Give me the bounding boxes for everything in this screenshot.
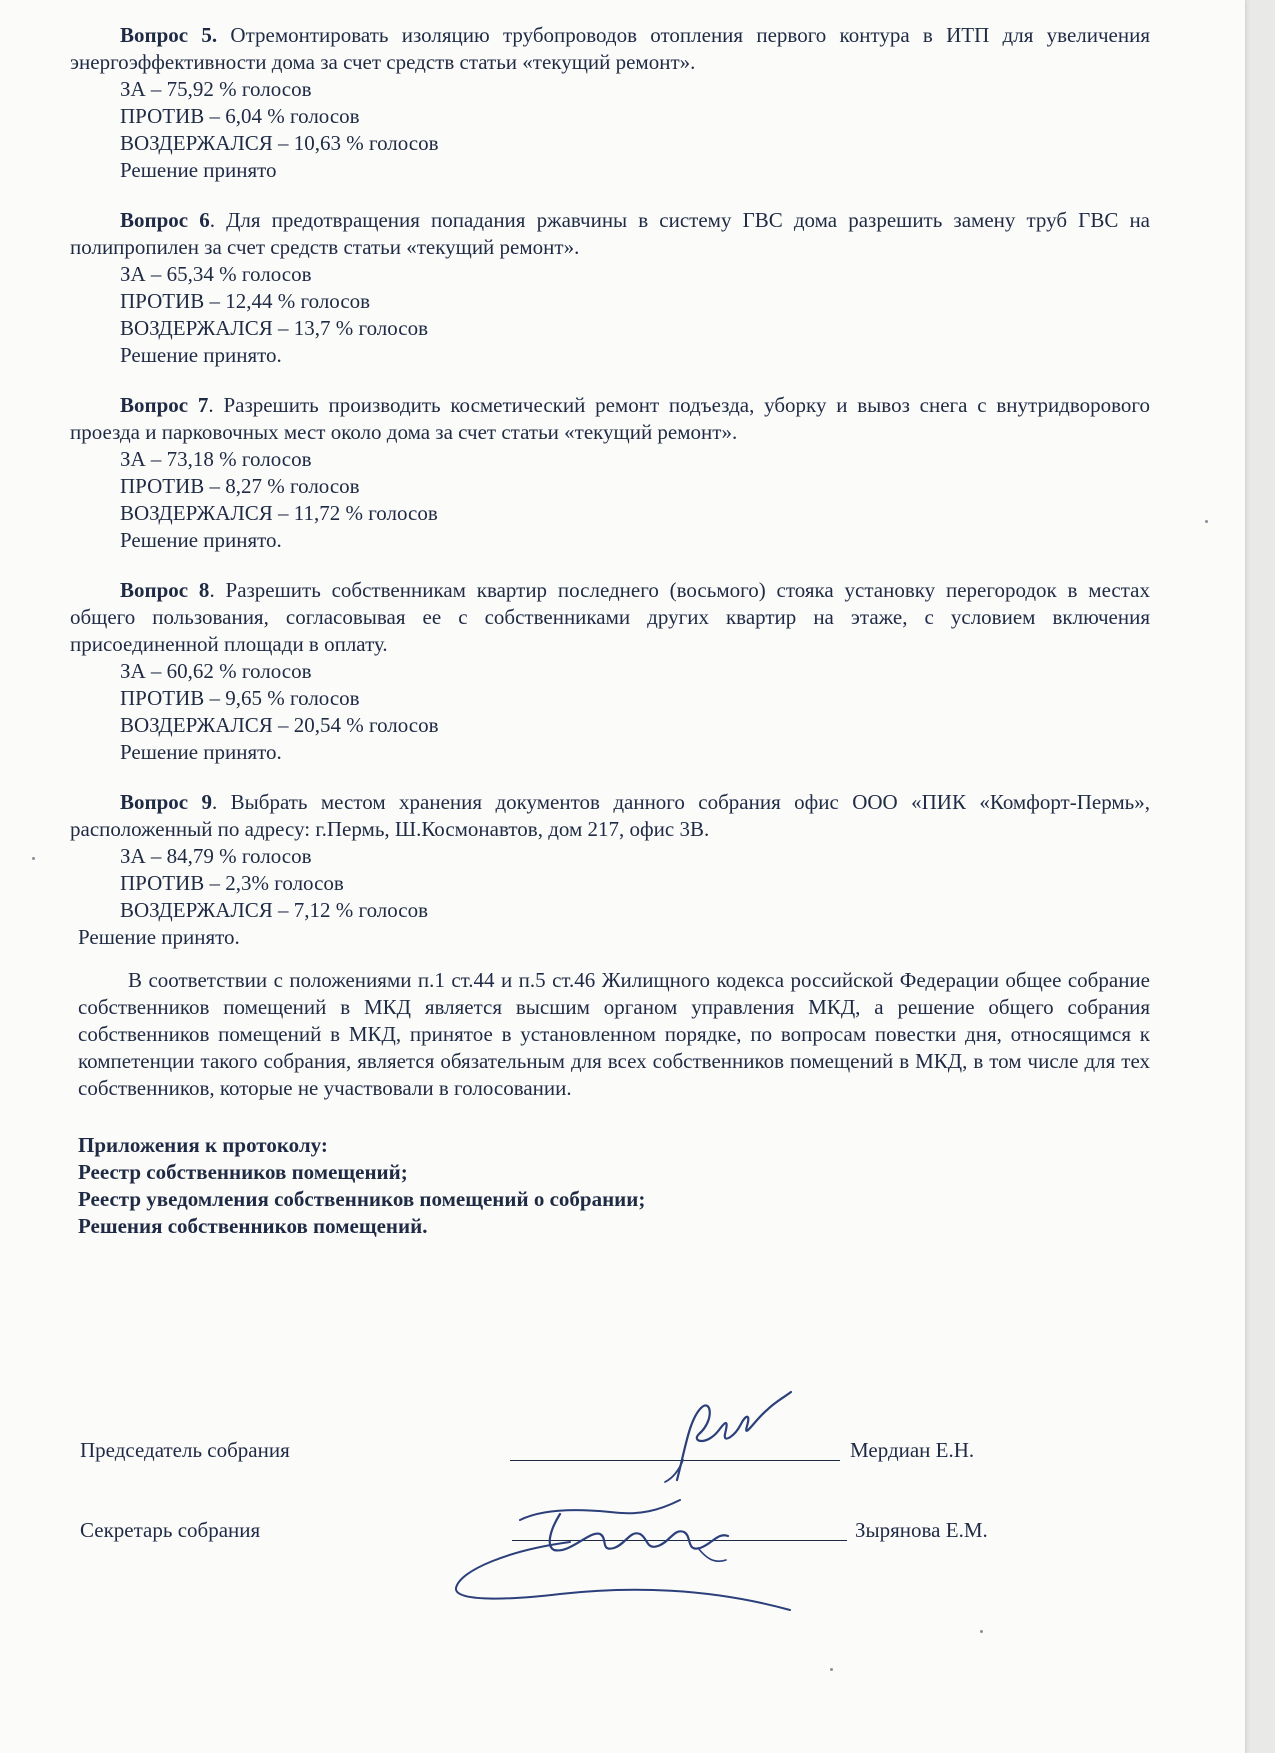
vote-results xyxy=(120,843,1150,924)
annex-title: Приложения к протоколу: xyxy=(78,1133,328,1157)
resolution: Решение принято. xyxy=(120,528,282,552)
vote-against: ПРОТИВ – 8,27 % голосов xyxy=(120,474,360,498)
vote-against: ПРОТИВ – 2,3% голосов xyxy=(120,871,344,895)
resolution: Решение принято. xyxy=(78,925,240,949)
question-5 xyxy=(70,22,1150,184)
resolution: Решение принято. xyxy=(120,740,282,764)
resolution: Решение принято. xyxy=(120,343,282,367)
document-body xyxy=(70,22,1150,1240)
annex-item: Реестр уведомления собственников помещений о собрании; xyxy=(78,1187,646,1211)
chair-role: Председатель собрания xyxy=(80,1438,290,1462)
vote-results xyxy=(120,261,1150,342)
vote-for: ЗА – 84,79 % голосов xyxy=(120,844,312,868)
annex-list xyxy=(78,1132,1150,1240)
vote-for: ЗА – 75,92 % голосов xyxy=(120,77,312,101)
question-text xyxy=(70,577,1150,658)
secretary-handwritten-signature xyxy=(450,1490,810,1615)
vote-against: ПРОТИВ – 6,04 % голосов xyxy=(120,104,360,128)
question-body: . Выбрать местом хранения документов данного собрания офис ООО «ПИК «Комфорт-Пермь», расположенный по адресу: г.Пермь, Ш.Космонавтов, дом 217, офис 3В. xyxy=(70,790,1150,841)
secretary-role: Секретарь собрания xyxy=(80,1518,261,1542)
question-heading: Вопрос 8 xyxy=(120,578,210,602)
question-9 xyxy=(70,789,1150,951)
question-8 xyxy=(70,577,1150,766)
question-text xyxy=(70,22,1150,76)
vote-abstain: ВОЗДЕРЖАЛСЯ – 7,12 % голосов xyxy=(120,898,429,922)
question-text xyxy=(70,789,1150,843)
chair-handwritten-signature xyxy=(655,1390,795,1485)
vote-results xyxy=(120,446,1150,527)
vote-results xyxy=(120,658,1150,739)
question-6 xyxy=(70,207,1150,369)
annex-item: Решения собственников помещений. xyxy=(78,1214,428,1238)
vote-abstain: ВОЗДЕРЖАЛСЯ – 20,54 % голосов xyxy=(120,713,439,737)
question-7 xyxy=(70,392,1150,554)
question-heading: Вопрос 7 xyxy=(120,393,209,417)
question-body: . Для предотвращения попадания ржавчины в систему ГВС дома разрешить замену труб ГВС на полипропилен за счет средств статьи «текущий ремонт». xyxy=(70,208,1151,259)
question-heading: Вопрос 6 xyxy=(120,208,210,232)
question-text xyxy=(70,392,1150,446)
question-text xyxy=(70,207,1150,261)
annex-item: Реестр собственников помещений; xyxy=(78,1160,408,1184)
vote-for: ЗА – 73,18 % голосов xyxy=(120,447,312,471)
vote-results xyxy=(120,76,1150,157)
question-body: . Разрешить собственникам квартир последнего (восьмого) стояка установку перегородок в местах общего пользования, согласовывая ее с собственниками других квартир на этаже, с условием включения присоединенной площади в оплату. xyxy=(70,578,1150,656)
scan-speck xyxy=(32,857,35,860)
vote-for: ЗА – 60,62 % голосов xyxy=(120,659,312,683)
chair-name: Мердиан Е.Н. xyxy=(850,1438,975,1462)
vote-against: ПРОТИВ – 12,44 % голосов xyxy=(120,289,371,313)
legal-paragraph: В соответствии с положениями п.1 ст.44 и п.5 ст.46 Жилищного кодекса российской Федерации общее собрание собственников помещений в МКД является высшим органом управления МКД, а решение общего собрания собственников помещений в МКД, принятое в установленном порядке, по вопросам повестки дня, относящимся к компетенции такого собрания, является обязательным для всех собственников помещений в МКД, в том числе для тех собственников, которые не участвовали в голосовании. xyxy=(78,968,1150,1100)
vote-abstain: ВОЗДЕРЖАЛСЯ – 13,7 % голосов xyxy=(120,316,429,340)
question-heading: Вопрос 5. xyxy=(120,23,218,47)
scan-speck xyxy=(1205,520,1208,523)
scan-speck xyxy=(980,1630,983,1633)
resolution: Решение принято xyxy=(120,158,277,182)
vote-abstain: ВОЗДЕРЖАЛСЯ – 11,72 % голосов xyxy=(120,501,438,525)
vote-against: ПРОТИВ – 9,65 % голосов xyxy=(120,686,360,710)
question-heading: Вопрос 9 xyxy=(120,790,213,814)
question-body: . Разрешить производить косметический ремонт подъезда, уборку и вывоз снега с внутридворового проезда и парковочных мест около дома за счет статьи «текущий ремонт». xyxy=(70,393,1151,444)
vote-abstain: ВОЗДЕРЖАЛСЯ – 10,63 % голосов xyxy=(120,131,439,155)
vote-for: ЗА – 65,34 % голосов xyxy=(120,262,312,286)
question-body: Отремонтировать изоляцию трубопроводов отопления первого контура в ИТП для увеличения энергоэффективности дома за счет средств статьи «текущий ремонт». xyxy=(70,23,1150,74)
secretary-name: Зырянова Е.М. xyxy=(855,1518,988,1542)
scan-speck xyxy=(830,1668,833,1671)
